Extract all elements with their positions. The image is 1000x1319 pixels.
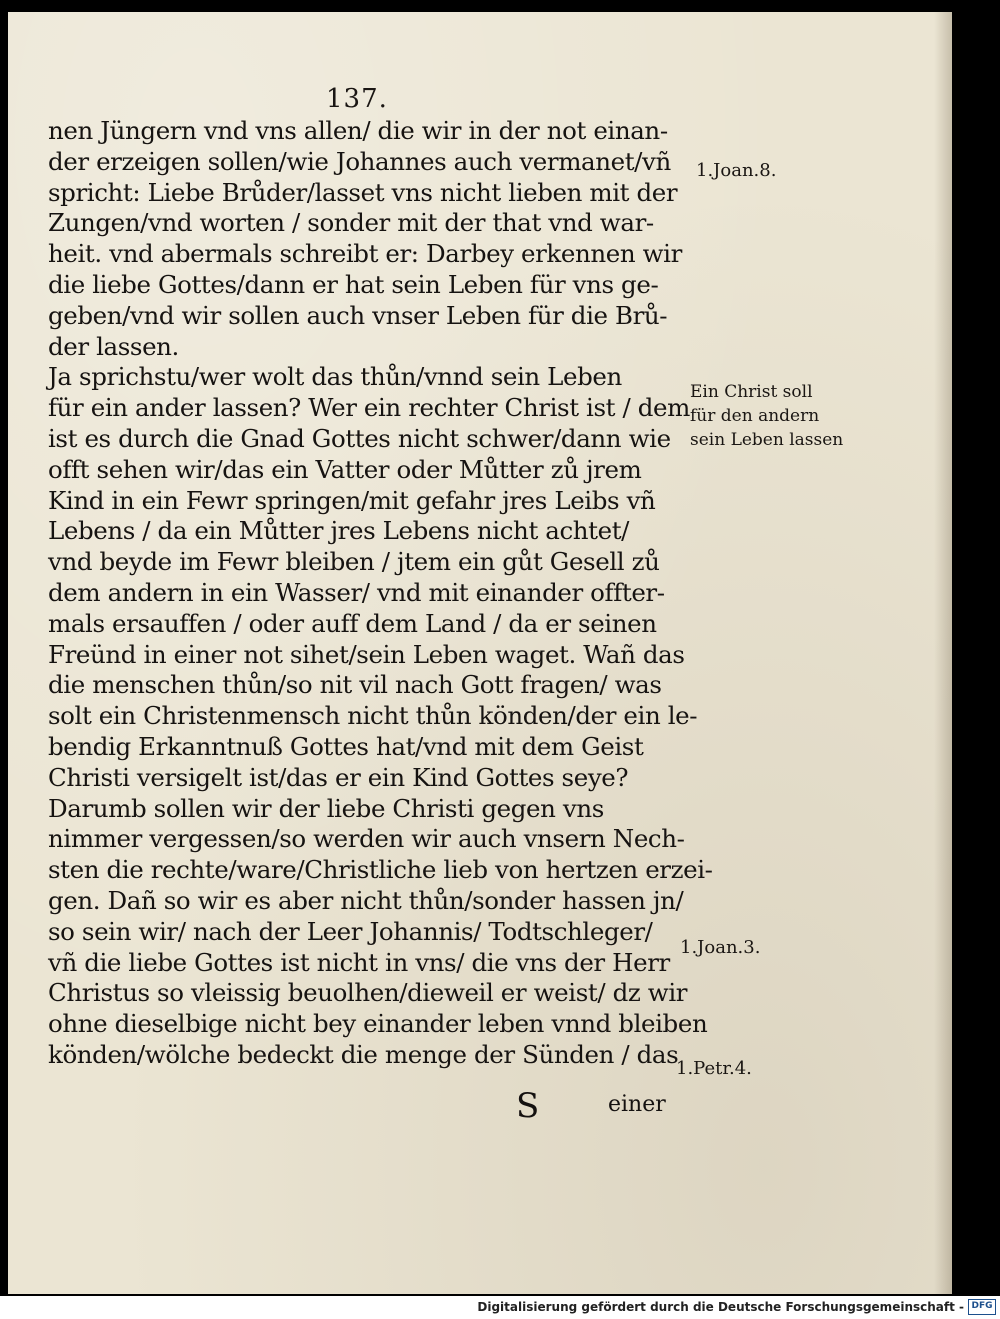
text-line: mals ersauffen / oder auff dem Land / da er seinen — [48, 608, 657, 638]
margin-note-line: sein Leben lassen — [690, 430, 844, 450]
page-edge-shadow — [934, 12, 952, 1294]
text-line: nen Jüngern vnd vns allen/ die wir in der not einan- — [48, 116, 668, 145]
text-line: so sein wir/ nach der Leer Johannis/ Todtschleger/ — [48, 916, 653, 946]
text-line: der erzeigen sollen/wie Johannes auch vermanet/vñ — [48, 146, 671, 176]
text-line: offt sehen wir/das ein Vatter oder Můtter zů jrem — [48, 454, 642, 484]
page-number: 137. — [326, 84, 388, 114]
text-line: vnd beyde im Fewr bleiben / jtem ein gůt Gesell zů — [48, 547, 660, 577]
text-line: geben/vnd wir sollen auch vnser Leben für die Brů- — [48, 300, 668, 330]
text-line: Ja sprichstu/wer wolt das thůn/vnnd sein Leben — [48, 362, 622, 392]
text-line: die menschen thůn/so nit vil nach Gott fragen/ was — [48, 670, 662, 700]
book-page — [8, 12, 952, 1294]
text-line: gen. Dañ so wir es aber nicht thůn/sonder hassen jn/ — [48, 885, 684, 915]
text-line: Darumb sollen wir der liebe Christi gegen vns — [48, 793, 604, 823]
margin-note-petr-4: 1.Petr.4. — [676, 1058, 752, 1079]
text-line: Freünd in einer not sihet/sein Leben waget. Wañ das — [48, 639, 685, 669]
text-line: ohne dieselbige nicht bey einander leben vnnd bleiben — [48, 1009, 708, 1039]
funding-credit: Digitalisierung gefördert durch die Deutsche Forschungsgemeinschaft - — [477, 1300, 964, 1314]
catchword: einer — [608, 1092, 666, 1117]
margin-note-christ — [690, 380, 843, 452]
signature-mark: S — [516, 1086, 540, 1126]
dfg-logo-icon: DFG — [968, 1299, 996, 1315]
text-line: vñ die liebe Gottes ist nicht in vns/ die vns der Herr — [48, 947, 670, 977]
text-line: heit. vnd abermals schreibt er: Darbey erkennen wir — [48, 239, 682, 269]
text-line: die liebe Gottes/dann er hat sein Leben für vns ge- — [48, 269, 659, 299]
text-line: für ein ander lassen? Wer ein rechter Christ ist / dem — [48, 393, 690, 423]
margin-note-line: für den andern — [690, 406, 820, 426]
text-line: könden/wölche bedeckt die menge der Sünden / das — [48, 1039, 679, 1069]
text-line: Kind in ein Fewr springen/mit gefahr jres Leibs vñ — [48, 485, 656, 515]
text-line: dem andern in ein Wasser/ vnd mit einander offter- — [48, 577, 665, 607]
margin-note-line: Ein Christ soll — [690, 382, 813, 402]
body-text — [48, 116, 713, 1071]
text-line: Christus so vleissig beuolhen/dieweil er weist/ dz wir — [48, 978, 688, 1008]
text-line: nimmer vergessen/so werden wir auch vnsern Nech- — [48, 824, 685, 854]
text-line: ist es durch die Gnad Gottes nicht schwer/dann wie — [48, 423, 671, 453]
text-line: solt ein Christenmensch nicht thůn könden/der ein le- — [48, 701, 698, 731]
footer-bar — [0, 1296, 1000, 1319]
text-line: Lebens / da ein Můtter jres Lebens nicht achtet/ — [48, 516, 630, 546]
margin-note-joan-3: 1.Joan.3. — [680, 937, 761, 958]
text-line: der lassen. — [48, 331, 179, 361]
text-line: Zungen/vnd worten / sonder mit der that vnd war- — [48, 208, 654, 238]
text-line: sten die rechte/ware/Christliche lieb von hertzen erzei- — [48, 855, 713, 885]
text-line: spricht: Liebe Brůder/lasset vns nicht lieben mit der — [48, 177, 678, 207]
margin-note-joan-8: 1.Joan.8. — [696, 160, 777, 181]
text-line: Christi versigelt ist/das er ein Kind Gottes seye? — [48, 762, 629, 792]
text-line: bendig Erkanntnuß Gottes hat/vnd mit dem Geist — [48, 731, 644, 761]
